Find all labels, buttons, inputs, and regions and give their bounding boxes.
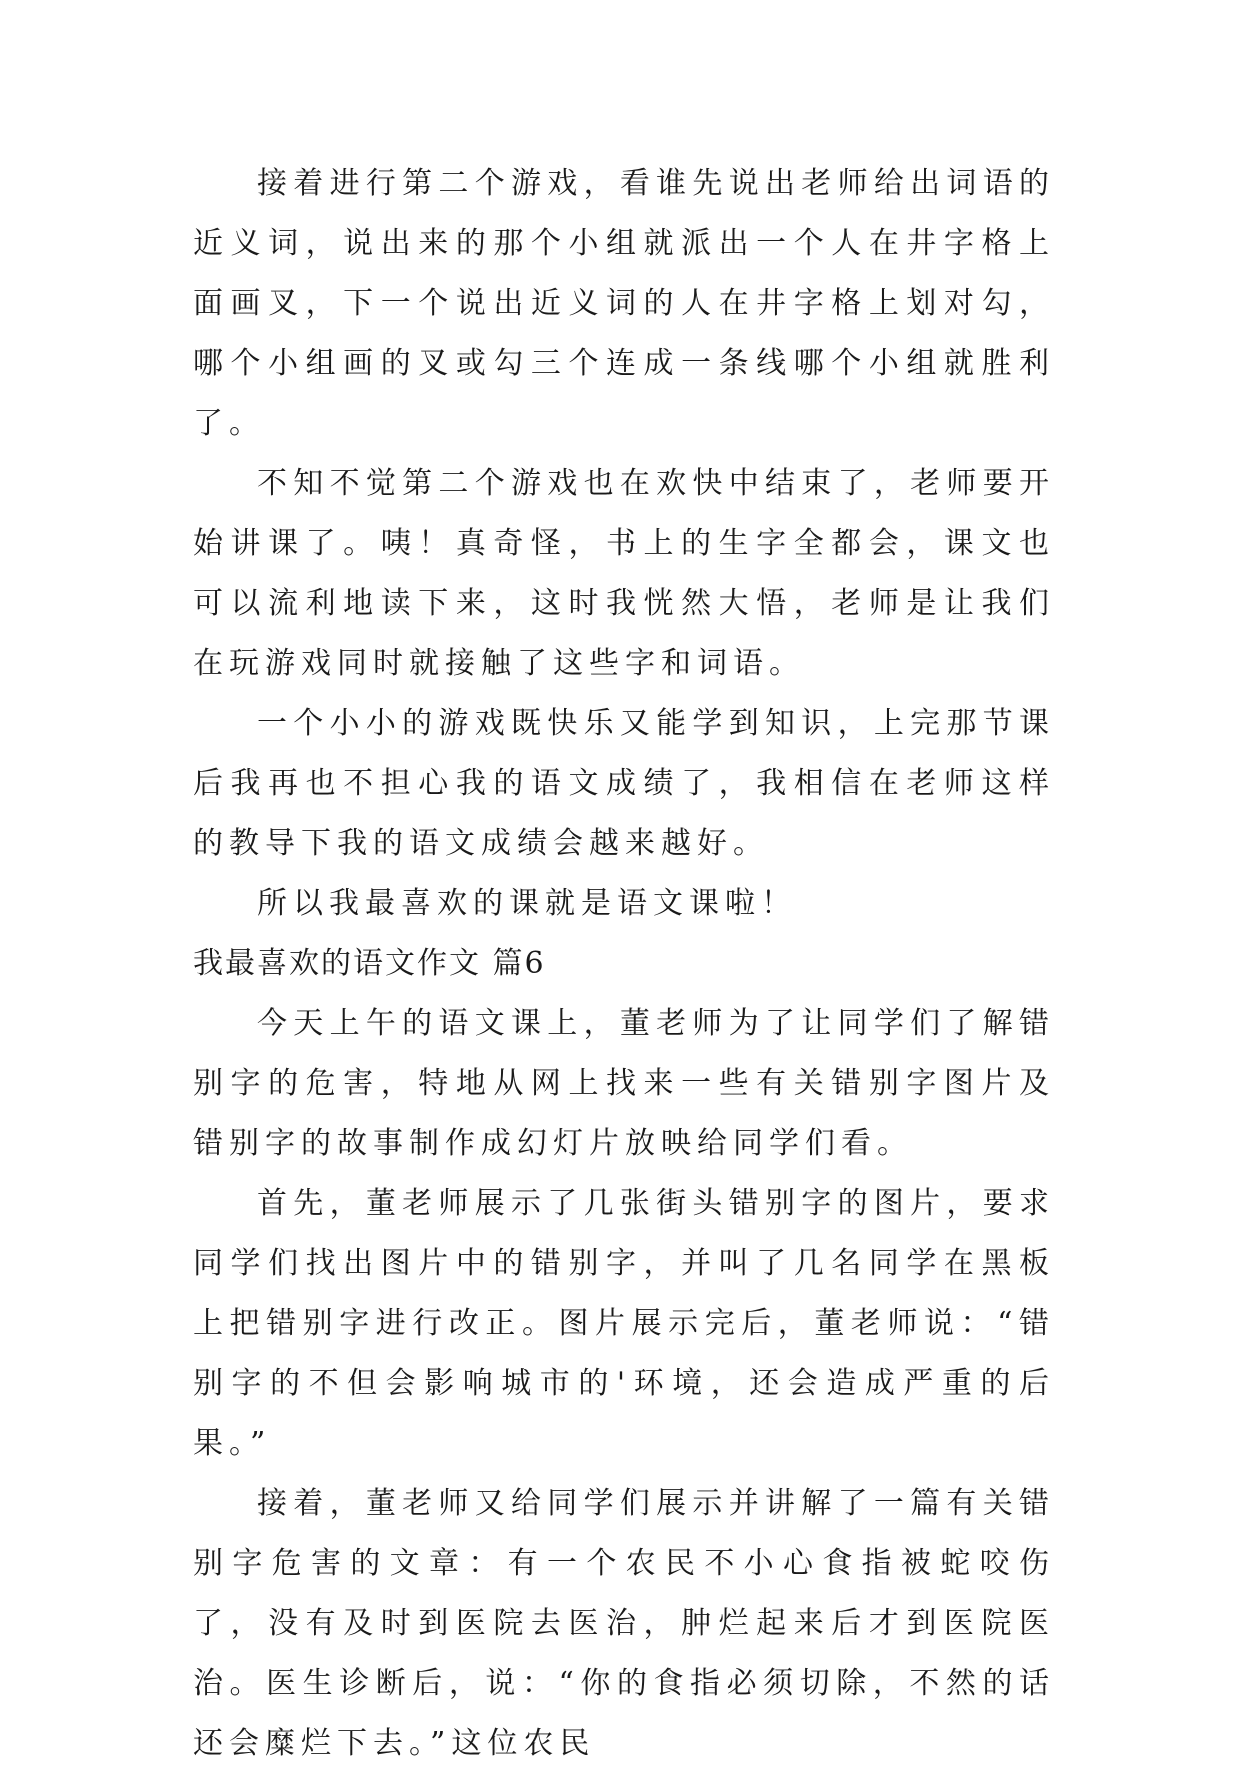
paragraph-game-two-rules: 接着进行第二个游戏，看谁先说出老师给出词语的近义词，说出来的那个小组就派出一个人在井字格上面画叉，下一个说出近义词的人在井字格上划对勾，哪个小组画的叉或勾三个连成一条线哪个小组就胜利了。 xyxy=(193,166,1055,441)
paragraph-street-typos: 首先，董老师展示了几张街头错别字的图片，要求同学们找出图片中的错别字，并叫了几名同学在黑板上把错别字进行改正。图片展示完后，董老师说：“错别字的不但会影响城市的'环境，还会造成严重的后果。” xyxy=(193,1186,1055,1461)
paragraph-typo-lesson-intro: 今天上午的语文课上，董老师为了让同学们了解错别字的危害，特地从网上找来一些有关错别字图片及错别字的故事制作成幻灯片放映给同学们看。 xyxy=(193,1006,1055,1161)
paragraph-farmer-story: 接着，董老师又给同学们展示并讲解了一篇有关错别字危害的文章：有一个农民不小心食指被蛇咬伤了，没有及时到医院去医治，肿烂起来后才到医院医治。医生诊断后，说：“你的食指必须切除，不然的话还会糜烂下去。”这位农民 xyxy=(193,1486,1055,1761)
document-body xyxy=(193,154,1055,1774)
paragraph-lesson-begins: 不知不觉第二个游戏也在欢快中结束了，老师要开始讲课了。咦！真奇怪，书上的生字全都会，课文也可以流利地读下来，这时我恍然大悟，老师是让我们在玩游戏同时就接触了这些字和词语。 xyxy=(193,466,1055,681)
essay-heading: 我最喜欢的语文作文 篇6 xyxy=(193,946,546,981)
paragraph-conclusion: 所以我最喜欢的课就是语文课啦！ xyxy=(257,886,797,921)
paragraph-learning-through-games: 一个小小的游戏既快乐又能学到知识，上完那节课后我再也不担心我的语文成绩了，我相信在老师这样的教导下我的语文成绩会越来越好。 xyxy=(193,706,1055,861)
